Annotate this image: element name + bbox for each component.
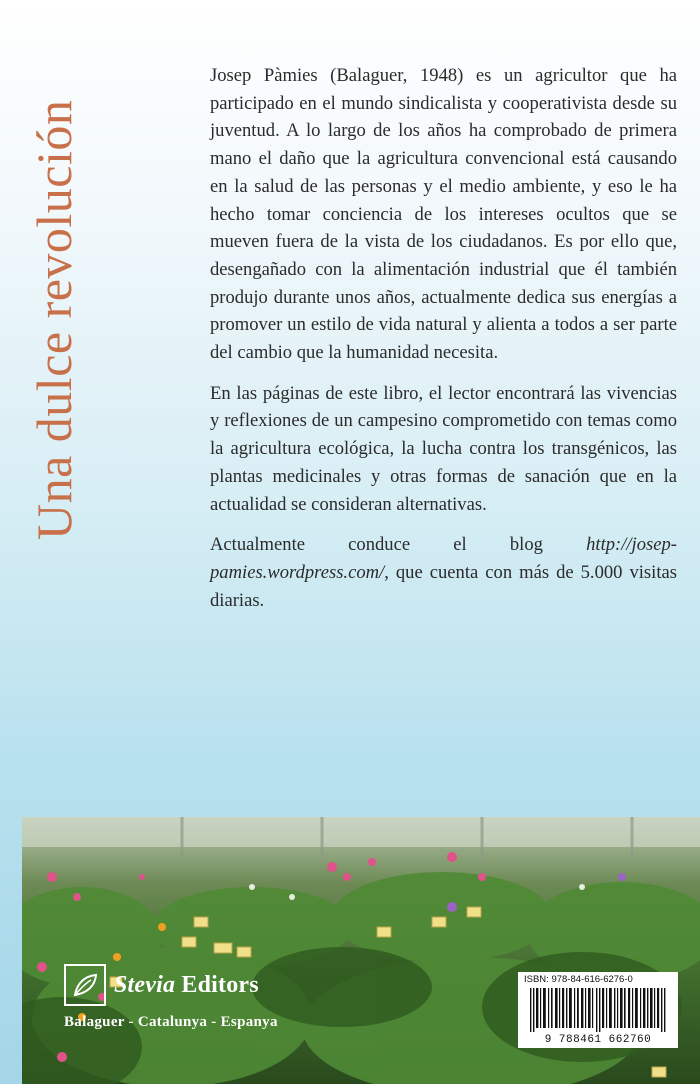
book-title-vertical: Una dulce revolución	[26, 99, 82, 540]
barcode	[518, 972, 678, 1048]
isbn-label: ISBN: 978-84-616-6276-0	[524, 974, 633, 985]
publisher-location: Balaguer - Catalunya - Espanya	[64, 1014, 278, 1030]
book-content-paragraph: En las páginas de este libro, el lector encontrará las vivencias y reflexiones de un campesino comprometido con temas como la agricultura ecológica, la lucha contra los transgénicos, las plantas medicinales y otras formas de sanación que en la actualidad se consideran alternativas.	[210, 382, 677, 515]
author-bio-paragraph: Josep Pàmies (Balaguer, 1948) es un agricultor que ha participado en el mundo sindicalista y cooperativista desde su juventud. A lo largo de los años ha comprobado de primera mano el daño que la agricultura convencional está causando en la salud de las personas y el medio ambiente, y eso le ha hecho tomar conciencia de los intereses ocultos que se mueven fuera de la vista de los ciudadanos. Es por ello que, desengañado con la alimentación industrial que él también produjo durante unos años, actualmente dedica sus energías a promover un estilo de vida natural y alienta a todos a ser parte del cambio que la humanidad necesita.	[210, 65, 677, 364]
publisher-block	[64, 964, 344, 1031]
blog-text-after: , que cuenta con más de 5.000 visitas diarias.	[210, 561, 677, 611]
publisher-name	[114, 972, 259, 999]
barcode-number: 9 788461 662760	[544, 1034, 652, 1046]
blog-text-before: Actualmente conduce el blog	[210, 534, 587, 556]
publisher-name-italic: Stevia	[114, 971, 176, 998]
leaf-icon	[64, 964, 106, 1006]
blog-url: http://josep-pamies.wordpress.com/	[210, 534, 677, 583]
publisher-name-rest: Editors	[175, 971, 259, 998]
publisher-row	[64, 964, 344, 1006]
blog-paragraph	[210, 531, 677, 614]
synopsis	[210, 62, 677, 627]
barcode-bars	[524, 988, 672, 1032]
